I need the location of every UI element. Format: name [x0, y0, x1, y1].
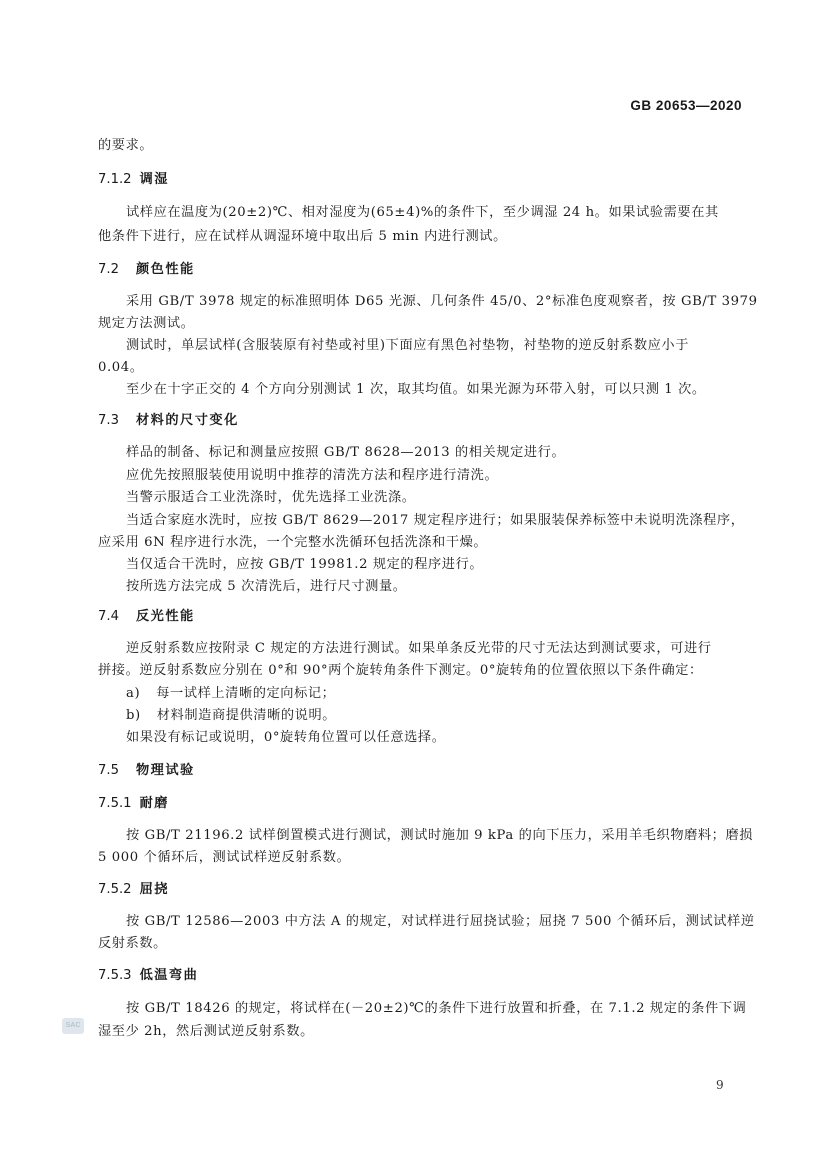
section-title: 材料的尺寸变化 — [136, 413, 239, 428]
paragraph-line: 他条件下进行，应在试样从调湿环境中取出后 5 min 内进行测试。 — [98, 229, 507, 244]
section-number: 7.5.1 — [98, 796, 132, 811]
section-title: 调湿 — [139, 172, 169, 187]
paragraph-line: 按 GB/T 12586—2003 中方法 A 的规定，对试样进行屈挠试验；屈挠 7 500 个循环后，测试试样逆 — [126, 914, 755, 929]
paragraph-line: 规定方法测试。 — [98, 316, 195, 331]
section-number: 7.5 — [98, 763, 119, 778]
section-heading-7-3 — [98, 411, 239, 431]
section-number: 7.2 — [98, 262, 119, 277]
section-title: 反光性能 — [136, 609, 195, 624]
paragraph-line: 按 GB/T 21196.2 试样倒置模式进行测试，测试时施加 9 kPa 的向下压力，采用羊毛织物磨料；磨损 — [126, 828, 754, 843]
list-marker: a) — [126, 686, 141, 701]
paragraph-line: 湿至少 2h，然后测试逆反射系数。 — [98, 1024, 314, 1039]
section-heading-7-1-2 — [98, 170, 169, 190]
paragraph-line: 拼接。逆反射系数应分别在 0°和 90°两个旋转角条件下测定。0°旋转角的位置依照以下条件确定： — [98, 663, 703, 678]
paragraph-line: 按 GB/T 18426 的规定，将试样在(－20±2)℃的条件下进行放置和折叠，在 7.1.2 规定的条件下调 — [126, 1001, 747, 1016]
list-marker: b) — [126, 708, 141, 723]
paragraph-continuation: 的要求。 — [98, 138, 154, 153]
paragraph-line: 应采用 6N 程序进行水洗，一个完整水洗循环包括洗涤和干燥。 — [98, 535, 488, 550]
paragraph-line: 按所选方法完成 5 次清洗后，进行尺寸测量。 — [126, 579, 407, 594]
section-heading-7-5-2 — [98, 880, 169, 900]
paragraph-line: 测试时，单层试样(含服装原有衬垫或衬里)下面应有黑色衬垫物，衬垫物的逆反射系数应小于 — [126, 338, 689, 353]
section-number: 7.4 — [98, 609, 119, 624]
section-title: 耐磨 — [139, 796, 169, 811]
sac-watermark-logo: SAC — [62, 1018, 84, 1034]
section-title: 屈挠 — [139, 882, 169, 897]
paragraph-line: 逆反射系数应按附录 C 规定的方法进行测试。如果单条反光带的尺寸无法达到测试要求，可进行 — [126, 641, 712, 656]
section-title: 颜色性能 — [136, 262, 195, 277]
paragraph-line: 样品的制备、标记和测量应按照 GB/T 8628—2013 的相关规定进行。 — [126, 445, 566, 460]
paragraph-line: 如果没有标记或说明，0°旋转角位置可以任意选择。 — [126, 730, 446, 745]
paragraph-line: 5 000 个循环后，测试试样逆反射系数。 — [98, 850, 351, 865]
standard-number: GB 20653—2020 — [630, 98, 742, 113]
list-item-a — [126, 682, 335, 706]
section-heading-7-5-1 — [98, 794, 169, 814]
section-number: 7.5.2 — [98, 882, 132, 897]
list-text: 每一试样上清晰的定向标记； — [156, 686, 336, 701]
section-heading-7-5-3 — [98, 966, 198, 986]
section-heading-7-4 — [98, 607, 195, 627]
paragraph-line: 采用 GB/T 3978 规定的标准照明体 D65 光源、几何条件 45/0、2°标准色度观察者，按 GB/T 3979 — [126, 294, 758, 309]
paragraph-line: 应优先按照服装使用说明中推荐的清洗方法和程序进行清洗。 — [126, 468, 499, 483]
section-number: 7.3 — [98, 413, 119, 428]
paragraph-line: 至少在十字正交的 4 个方向分别测试 1 次，取其均值。如果光源为环带入射，可以只测 1 次。 — [126, 382, 706, 397]
paragraph-line: 0.04。 — [98, 360, 144, 375]
section-number: 7.5.3 — [98, 968, 132, 983]
list-text: 材料制造商提供清晰的说明。 — [156, 708, 337, 723]
paragraph-line: 当警示服适合工业洗涤时，优先选择工业洗涤。 — [126, 490, 416, 505]
list-item-b — [126, 704, 336, 728]
paragraph-line: 当仅适合干洗时，应按 GB/T 19981.2 规定的程序进行。 — [126, 557, 484, 572]
page-number: 9 — [716, 1078, 724, 1092]
section-heading-7-5 — [98, 761, 195, 781]
section-number: 7.1.2 — [98, 172, 132, 187]
section-title: 物理试验 — [136, 763, 195, 778]
paragraph-line: 当适合家庭水洗时，应按 GB/T 8629—2017 规定程序进行；如果服装保养标签中未说明洗涤程序， — [126, 513, 745, 528]
paragraph-line: 试样应在温度为(20±2)℃、相对湿度为(65±4)%的条件下，至少调湿 24 h。如果试验需要在其 — [126, 205, 719, 220]
section-heading-7-2 — [98, 260, 195, 280]
section-title: 低温弯曲 — [139, 968, 199, 983]
paragraph-line: 反射系数。 — [98, 936, 167, 951]
